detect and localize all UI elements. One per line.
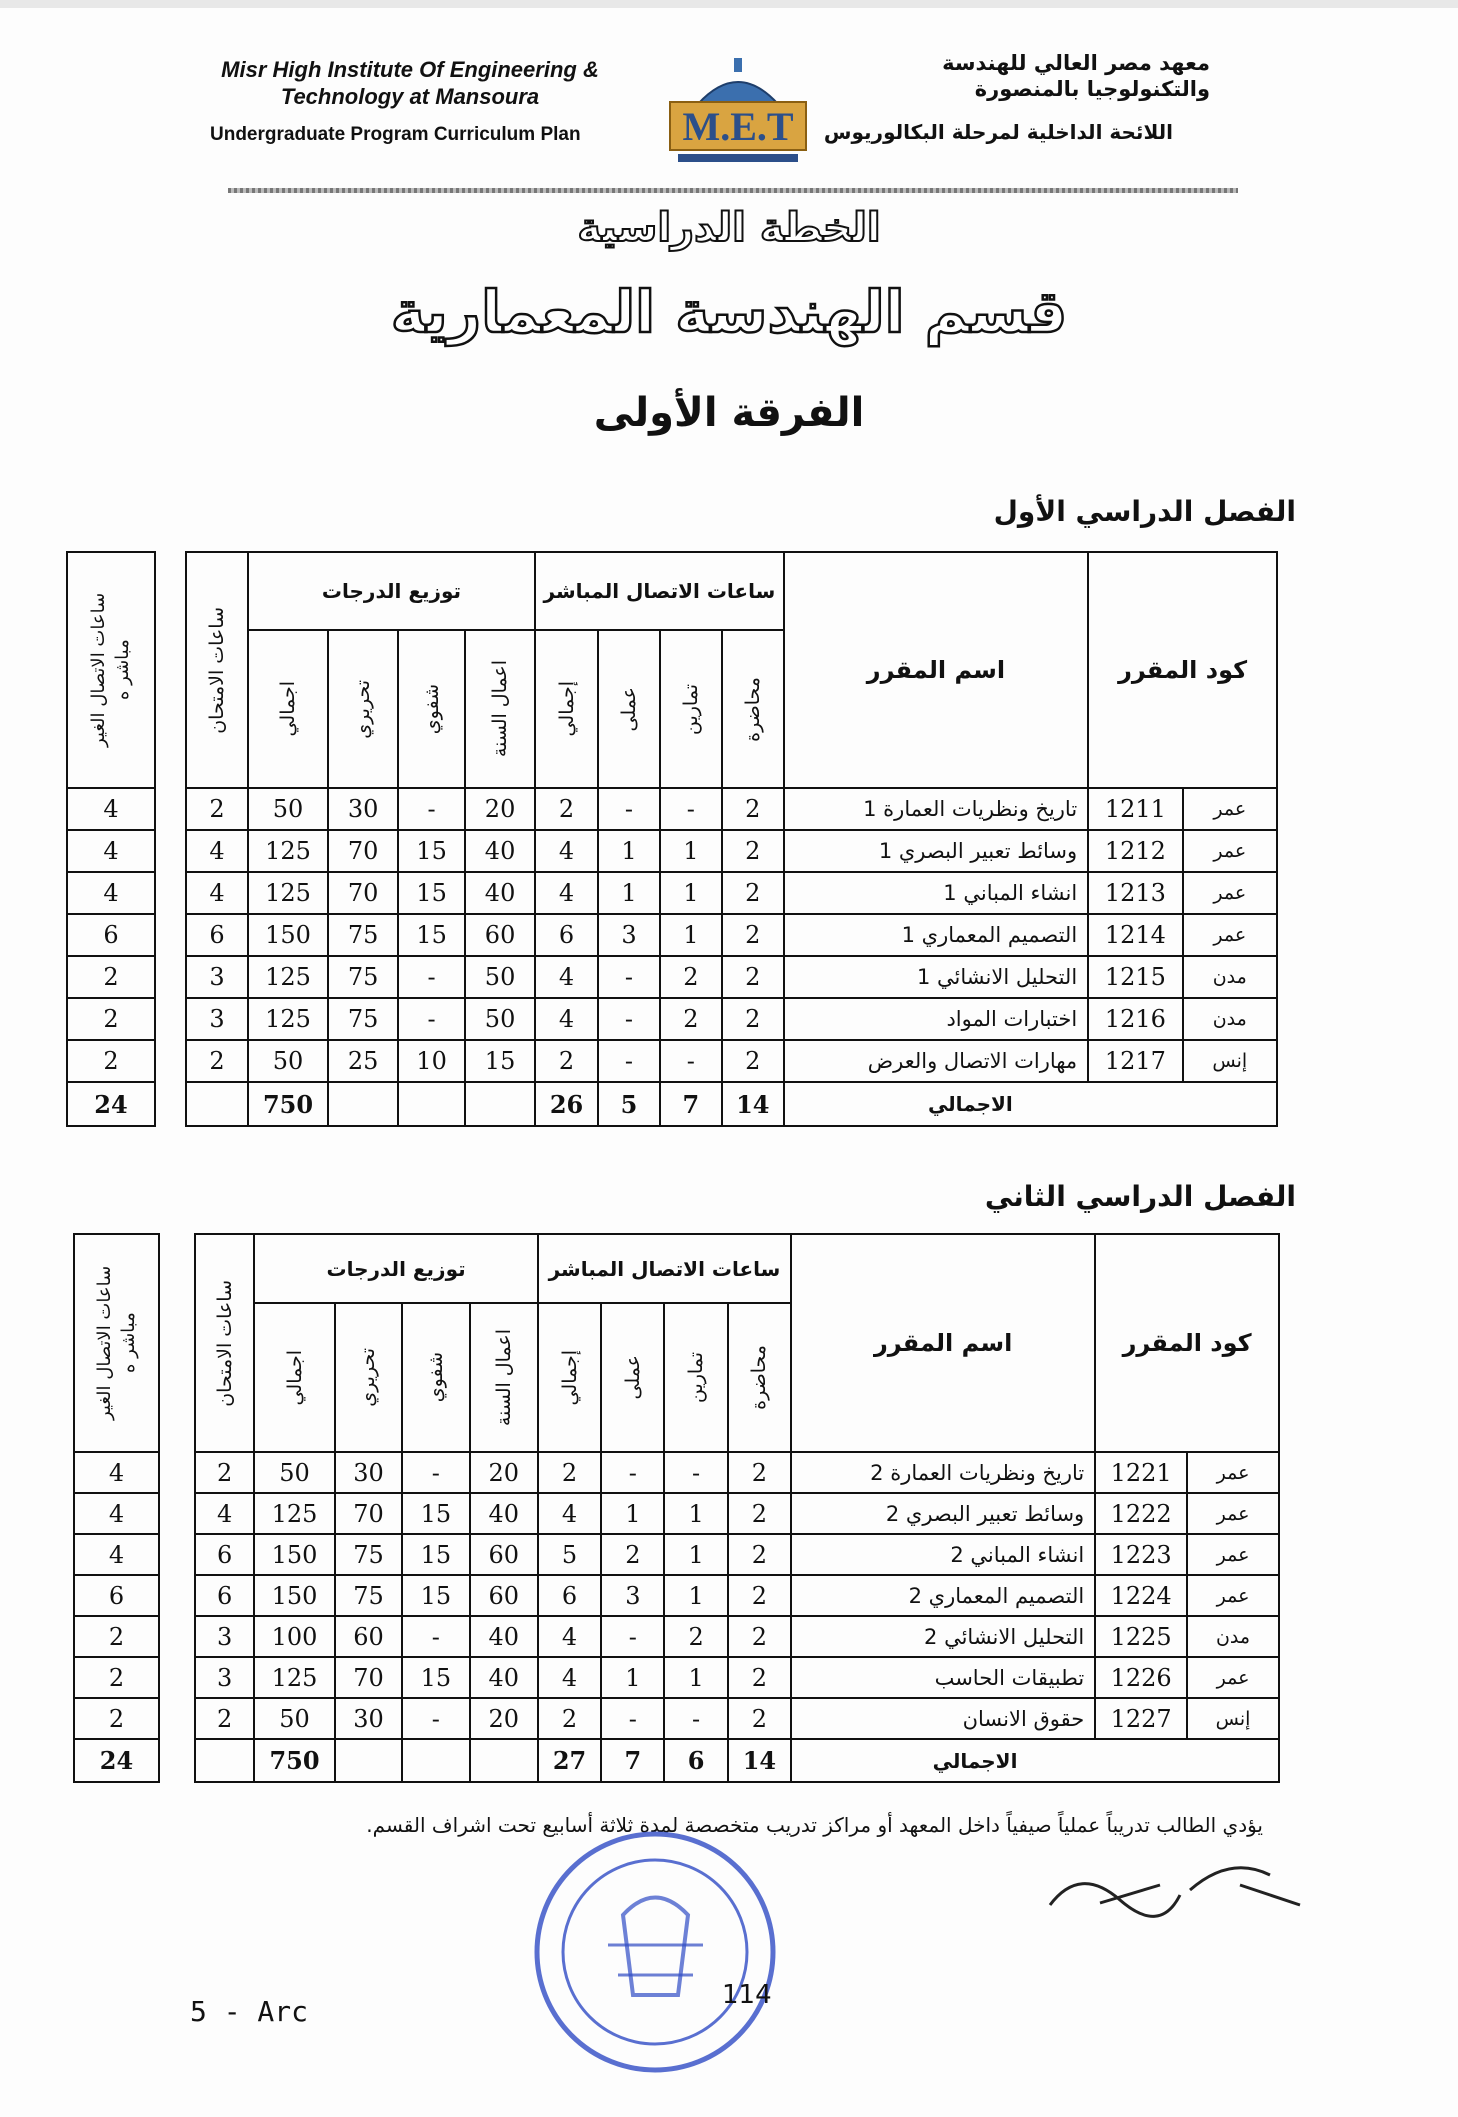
total-label: الاجمالي xyxy=(791,1739,1279,1782)
plan-title: الخطة الدراسية xyxy=(577,205,881,251)
cell-cw: 20 xyxy=(470,1698,538,1739)
semester2-title: الفصل الدراسي الثاني xyxy=(984,1180,1296,1213)
cell-oral: - xyxy=(398,956,465,998)
table-row xyxy=(186,914,1277,956)
cell-department: مدن xyxy=(1183,956,1277,998)
lecture-header: محاضرة xyxy=(722,630,784,788)
cell-hours: 2 xyxy=(538,1698,601,1739)
cell-department: عمر xyxy=(1183,872,1277,914)
cell-department: عمر xyxy=(1183,788,1277,830)
cell-department: عمر xyxy=(1183,830,1277,872)
official-stamp xyxy=(528,1825,783,2080)
total-lec: 14 xyxy=(728,1739,791,1782)
header-divider xyxy=(228,188,1238,193)
cell-department: عمر xyxy=(1187,1452,1279,1493)
cell-course-name: التصميم المعماري 2 xyxy=(791,1575,1095,1616)
program-name-ar: اللائحة الداخلية لمرحلة البكالوريوس xyxy=(823,120,1173,144)
program-name-en: Undergraduate Program Curriculum Plan xyxy=(210,124,581,145)
cell-oral: 15 xyxy=(402,1493,469,1534)
cell-lec: 2 xyxy=(722,956,784,998)
semester1-title: الفصل الدراسي الأول xyxy=(993,495,1296,528)
table-row xyxy=(195,1493,1279,1534)
exam-hours-header: ساعات الامتحان xyxy=(186,552,248,788)
total-empty xyxy=(402,1739,469,1782)
cell-course-name: انشاء المباني 2 xyxy=(791,1534,1095,1575)
cell-lec: 2 xyxy=(722,830,784,872)
total-hours: 26 xyxy=(535,1082,598,1126)
cell-tut: 1 xyxy=(660,830,722,872)
cell-department: مدن xyxy=(1187,1616,1279,1657)
total-hours-header: إجمالي xyxy=(535,630,598,788)
cell-written: 70 xyxy=(335,1657,402,1698)
top-border xyxy=(0,0,1458,8)
cell-course-name: وسائط تعبير البصري 2 xyxy=(791,1493,1095,1534)
total-empty xyxy=(465,1082,535,1126)
total-empty xyxy=(195,1739,254,1782)
total-tut: 7 xyxy=(660,1082,722,1126)
cell-tut: 1 xyxy=(664,1493,727,1534)
totals-row xyxy=(195,1739,1279,1782)
cell-course-name: التحليل الانشائي 1 xyxy=(784,956,1088,998)
cell-oral: - xyxy=(402,1452,469,1493)
cell-oral: 15 xyxy=(402,1575,469,1616)
cell-total: 125 xyxy=(248,830,328,872)
cell-written: 75 xyxy=(335,1575,402,1616)
cell-department: عمر xyxy=(1187,1534,1279,1575)
cell-lec: 2 xyxy=(728,1616,791,1657)
cell-lec: 2 xyxy=(728,1698,791,1739)
grades-header: توزيع الدرجات xyxy=(248,552,535,630)
cell-hours: 2 xyxy=(538,1452,601,1493)
cell-cw: 60 xyxy=(470,1575,538,1616)
total-tut: 6 xyxy=(664,1739,727,1782)
cell-course-code: 1223 xyxy=(1095,1534,1187,1575)
cell-exam: 3 xyxy=(195,1616,254,1657)
total-total: 750 xyxy=(254,1739,335,1782)
cell-indirect-hours: 4 xyxy=(74,1534,159,1575)
cell-department: مدن xyxy=(1183,998,1277,1040)
course-name-header: اسم المقرر xyxy=(784,552,1088,788)
course-code-header: كود المقرر xyxy=(1088,552,1277,788)
cell-oral: 15 xyxy=(398,914,465,956)
cell-course-name: حقوق الانسان xyxy=(791,1698,1095,1739)
cell-tut: 1 xyxy=(660,872,722,914)
cell-indirect-hours: 6 xyxy=(67,914,155,956)
cell-tut: 2 xyxy=(660,956,722,998)
cell-department: إنس xyxy=(1187,1698,1279,1739)
signature xyxy=(1040,1845,1310,1925)
cell-course-name: التحليل الانشائي 2 xyxy=(791,1616,1095,1657)
cell-tut: 1 xyxy=(664,1575,727,1616)
cell-tut: - xyxy=(664,1452,727,1493)
cell-cw: 40 xyxy=(465,830,535,872)
cell-total: 50 xyxy=(248,1040,328,1082)
cell-lec: 2 xyxy=(722,998,784,1040)
practical-header: عملى xyxy=(598,630,660,788)
cell-lec: 2 xyxy=(728,1452,791,1493)
total-indirect: 24 xyxy=(74,1739,159,1782)
cell-exam: 2 xyxy=(195,1452,254,1493)
cell-tut: - xyxy=(664,1698,727,1739)
cell-cw: 50 xyxy=(465,956,535,998)
cell-oral: 15 xyxy=(398,872,465,914)
cell-lec: 2 xyxy=(722,788,784,830)
cell-total: 125 xyxy=(254,1493,335,1534)
cell-lec: 2 xyxy=(722,872,784,914)
cell-exam: 2 xyxy=(186,1040,248,1082)
cell-cw: 20 xyxy=(470,1452,538,1493)
cell-written: 70 xyxy=(328,872,398,914)
cell-hours: 4 xyxy=(535,830,598,872)
course-code-header: كود المقرر xyxy=(1095,1234,1279,1452)
cell-course-name: انشاء المباني 1 xyxy=(784,872,1088,914)
cell-prac: 1 xyxy=(598,830,660,872)
cell-course-name: مهارات الاتصال والعرض xyxy=(784,1040,1088,1082)
cell-hours: 4 xyxy=(538,1657,601,1698)
cell-written: 75 xyxy=(328,914,398,956)
cell-hours: 4 xyxy=(535,998,598,1040)
cell-exam: 3 xyxy=(186,998,248,1040)
total-empty xyxy=(470,1739,538,1782)
cell-indirect-hours: 4 xyxy=(74,1493,159,1534)
cell-hours: 4 xyxy=(538,1616,601,1657)
cell-hours: 4 xyxy=(538,1493,601,1534)
indirect-header: ساعات الاتصال الغير مباشر ه xyxy=(67,552,155,788)
cell-indirect-hours: 4 xyxy=(67,872,155,914)
coursework-header: اعمال السنة xyxy=(470,1303,538,1452)
cell-oral: 15 xyxy=(402,1534,469,1575)
table-row xyxy=(195,1657,1279,1698)
table-row xyxy=(186,1040,1277,1082)
cell-course-code: 1225 xyxy=(1095,1616,1187,1657)
cell-course-name: اختبارات المواد xyxy=(784,998,1088,1040)
cell-tut: 2 xyxy=(660,998,722,1040)
cell-indirect-hours: 2 xyxy=(74,1698,159,1739)
semester2-indirect-table xyxy=(73,1233,160,1783)
cell-department: إنس xyxy=(1183,1040,1277,1082)
cell-total: 125 xyxy=(254,1657,335,1698)
total-empty xyxy=(186,1082,248,1126)
table-row xyxy=(186,872,1277,914)
cell-lec: 2 xyxy=(722,914,784,956)
cell-indirect-hours: 2 xyxy=(67,956,155,998)
cell-cw: 40 xyxy=(465,872,535,914)
table-row xyxy=(195,1575,1279,1616)
cell-prac: - xyxy=(601,1452,664,1493)
cell-oral: - xyxy=(402,1698,469,1739)
cell-oral: 10 xyxy=(398,1040,465,1082)
cell-total: 125 xyxy=(248,872,328,914)
coursework-header: اعمال السنة xyxy=(465,630,535,788)
cell-indirect-hours: 6 xyxy=(74,1575,159,1616)
cell-total: 125 xyxy=(248,956,328,998)
cell-written: 75 xyxy=(328,998,398,1040)
practical-header: عملى xyxy=(601,1303,664,1452)
cell-oral: - xyxy=(402,1616,469,1657)
written-header: تحريري xyxy=(328,630,398,788)
cell-department: عمر xyxy=(1187,1493,1279,1534)
cell-oral: - xyxy=(398,788,465,830)
cell-tut: 1 xyxy=(664,1657,727,1698)
cell-prac: - xyxy=(598,998,660,1040)
cell-exam: 3 xyxy=(186,956,248,998)
total-indirect: 24 xyxy=(67,1082,155,1126)
cell-written: 70 xyxy=(335,1493,402,1534)
cell-written: 30 xyxy=(335,1698,402,1739)
total-lec: 14 xyxy=(722,1082,784,1126)
logo-text: M.E.T xyxy=(682,104,794,149)
total-grades-header: اجمالي xyxy=(248,630,328,788)
cell-prac: - xyxy=(601,1698,664,1739)
cell-total: 150 xyxy=(254,1534,335,1575)
cell-hours: 4 xyxy=(535,956,598,998)
cell-written: 30 xyxy=(328,788,398,830)
cell-exam: 4 xyxy=(186,872,248,914)
table-row xyxy=(195,1534,1279,1575)
cell-course-name: وسائط تعبير البصري 1 xyxy=(784,830,1088,872)
contact-hours-header: ساعات الاتصال المباشر xyxy=(538,1234,791,1303)
cell-cw: 60 xyxy=(465,914,535,956)
cell-department: عمر xyxy=(1187,1657,1279,1698)
total-total: 750 xyxy=(248,1082,328,1126)
total-grades-header: اجمالي xyxy=(254,1303,335,1452)
cell-lec: 2 xyxy=(728,1534,791,1575)
cell-course-code: 1211 xyxy=(1088,788,1182,830)
cell-hours: 6 xyxy=(538,1575,601,1616)
cell-tut: 1 xyxy=(664,1534,727,1575)
institute-logo xyxy=(658,52,818,170)
cell-indirect-hours: 2 xyxy=(74,1616,159,1657)
total-prac: 5 xyxy=(598,1082,660,1126)
cell-cw: 40 xyxy=(470,1493,538,1534)
cell-course-name: التصميم المعماري 1 xyxy=(784,914,1088,956)
cell-prac: 1 xyxy=(598,872,660,914)
written-header: تحريري xyxy=(335,1303,402,1452)
cell-course-code: 1224 xyxy=(1095,1575,1187,1616)
cell-lec: 2 xyxy=(722,1040,784,1082)
cell-course-code: 1213 xyxy=(1088,872,1182,914)
lecture-header: محاضرة xyxy=(728,1303,791,1452)
training-note: يؤدي الطالب تدريباً عملياً صيفياً داخل المعهد أو مراكز تدريب متخصصة لمدة ثلاثة أسابيع تحت اشراف القسم. xyxy=(366,1813,1263,1837)
cell-course-code: 1217 xyxy=(1088,1040,1182,1082)
cell-cw: 15 xyxy=(465,1040,535,1082)
cell-cw: 60 xyxy=(470,1534,538,1575)
cell-tut: - xyxy=(660,788,722,830)
cell-total: 100 xyxy=(254,1616,335,1657)
exam-hours-header: ساعات الامتحان xyxy=(195,1234,254,1452)
cell-exam: 4 xyxy=(195,1493,254,1534)
cell-prac: 3 xyxy=(598,914,660,956)
cell-course-code: 1214 xyxy=(1088,914,1182,956)
cell-written: 70 xyxy=(328,830,398,872)
tutorial-header: تمارين xyxy=(660,630,722,788)
cell-exam: 6 xyxy=(195,1534,254,1575)
table-row xyxy=(186,956,1277,998)
cell-prac: - xyxy=(598,788,660,830)
cell-course-code: 1227 xyxy=(1095,1698,1187,1739)
department-title: قسم الهندسة المعمارية xyxy=(390,278,1068,346)
cell-prac: - xyxy=(601,1616,664,1657)
cell-course-code: 1216 xyxy=(1088,998,1182,1040)
cell-course-code: 1212 xyxy=(1088,830,1182,872)
semester2-table xyxy=(194,1233,1280,1783)
cell-hours: 6 xyxy=(535,914,598,956)
table-row xyxy=(186,830,1277,872)
cell-written: 75 xyxy=(335,1534,402,1575)
cell-indirect-hours: 2 xyxy=(67,998,155,1040)
total-prac: 7 xyxy=(601,1739,664,1782)
cell-cw: 50 xyxy=(465,998,535,1040)
total-label: الاجمالي xyxy=(784,1082,1277,1126)
cell-written: 75 xyxy=(328,956,398,998)
cell-written: 60 xyxy=(335,1616,402,1657)
cell-course-code: 1222 xyxy=(1095,1493,1187,1534)
cell-exam: 3 xyxy=(195,1657,254,1698)
semester1-indirect-table xyxy=(66,551,156,1127)
cell-prac: - xyxy=(598,1040,660,1082)
cell-total: 125 xyxy=(248,998,328,1040)
cell-course-code: 1215 xyxy=(1088,956,1182,998)
cell-prac: 1 xyxy=(601,1657,664,1698)
cell-total: 150 xyxy=(254,1575,335,1616)
institute-name-en: Misr High Institute Of Engineering & Technology at Mansoura xyxy=(221,57,599,109)
cell-course-name: تاريخ ونظريات العمارة 2 xyxy=(791,1452,1095,1493)
semester1-table xyxy=(185,551,1278,1127)
table-row xyxy=(195,1698,1279,1739)
contact-hours-header: ساعات الاتصال المباشر xyxy=(535,552,784,630)
oral-header: شفوي xyxy=(402,1303,469,1452)
course-name-header: اسم المقرر xyxy=(791,1234,1095,1452)
cell-total: 50 xyxy=(248,788,328,830)
total-empty xyxy=(328,1082,398,1126)
cell-total: 50 xyxy=(254,1452,335,1493)
cell-total: 150 xyxy=(248,914,328,956)
year-title: الفرقة الأولى xyxy=(593,390,865,436)
cell-oral: 15 xyxy=(398,830,465,872)
cell-total: 50 xyxy=(254,1698,335,1739)
page-reference: 5 - Arc xyxy=(190,1995,309,2028)
cell-hours: 2 xyxy=(535,788,598,830)
cell-prac: 2 xyxy=(601,1534,664,1575)
cell-indirect-hours: 4 xyxy=(67,788,155,830)
indirect-header: ساعات الاتصال الغير مباشر ه xyxy=(74,1234,159,1452)
table-row xyxy=(186,788,1277,830)
cell-cw: 20 xyxy=(465,788,535,830)
cell-exam: 4 xyxy=(186,830,248,872)
cell-lec: 2 xyxy=(728,1493,791,1534)
cell-exam: 6 xyxy=(195,1575,254,1616)
cell-lec: 2 xyxy=(728,1657,791,1698)
page-number: 114 xyxy=(722,1980,772,2010)
cell-tut: 1 xyxy=(660,914,722,956)
cell-tut: - xyxy=(660,1040,722,1082)
tutorial-header: تمارين xyxy=(664,1303,727,1452)
cell-department: عمر xyxy=(1187,1575,1279,1616)
total-empty xyxy=(398,1082,465,1126)
cell-indirect-hours: 2 xyxy=(67,1040,155,1082)
cell-hours: 2 xyxy=(535,1040,598,1082)
cell-oral: 15 xyxy=(402,1657,469,1698)
table-row xyxy=(195,1452,1279,1493)
total-hours: 27 xyxy=(538,1739,601,1782)
cell-course-name: تطبيقات الحاسب xyxy=(791,1657,1095,1698)
cell-tut: 2 xyxy=(664,1616,727,1657)
cell-course-code: 1226 xyxy=(1095,1657,1187,1698)
table-row xyxy=(186,998,1277,1040)
cell-cw: 40 xyxy=(470,1616,538,1657)
cell-course-code: 1221 xyxy=(1095,1452,1187,1493)
cell-hours: 4 xyxy=(535,872,598,914)
cell-department: عمر xyxy=(1183,914,1277,956)
table-row xyxy=(195,1616,1279,1657)
cell-hours: 5 xyxy=(538,1534,601,1575)
grades-header: توزيع الدرجات xyxy=(254,1234,538,1303)
cell-course-name: تاريخ ونظريات العمارة 1 xyxy=(784,788,1088,830)
cell-oral: - xyxy=(398,998,465,1040)
cell-exam: 2 xyxy=(195,1698,254,1739)
institute-name-ar: معهد مصر العالي للهندسة والتكنولوجيا بالمنصورة xyxy=(942,51,1210,101)
cell-prac: 3 xyxy=(601,1575,664,1616)
cell-indirect-hours: 4 xyxy=(74,1452,159,1493)
cell-exam: 2 xyxy=(186,788,248,830)
cell-cw: 40 xyxy=(470,1657,538,1698)
cell-indirect-hours: 4 xyxy=(67,830,155,872)
total-hours-header: إجمالي xyxy=(538,1303,601,1452)
cell-prac: - xyxy=(598,956,660,998)
oral-header: شفوي xyxy=(398,630,465,788)
cell-indirect-hours: 2 xyxy=(74,1657,159,1698)
totals-row xyxy=(186,1082,1277,1126)
cell-written: 25 xyxy=(328,1040,398,1082)
cell-exam: 6 xyxy=(186,914,248,956)
total-empty xyxy=(335,1739,402,1782)
cell-written: 30 xyxy=(335,1452,402,1493)
cell-lec: 2 xyxy=(728,1575,791,1616)
cell-prac: 1 xyxy=(601,1493,664,1534)
